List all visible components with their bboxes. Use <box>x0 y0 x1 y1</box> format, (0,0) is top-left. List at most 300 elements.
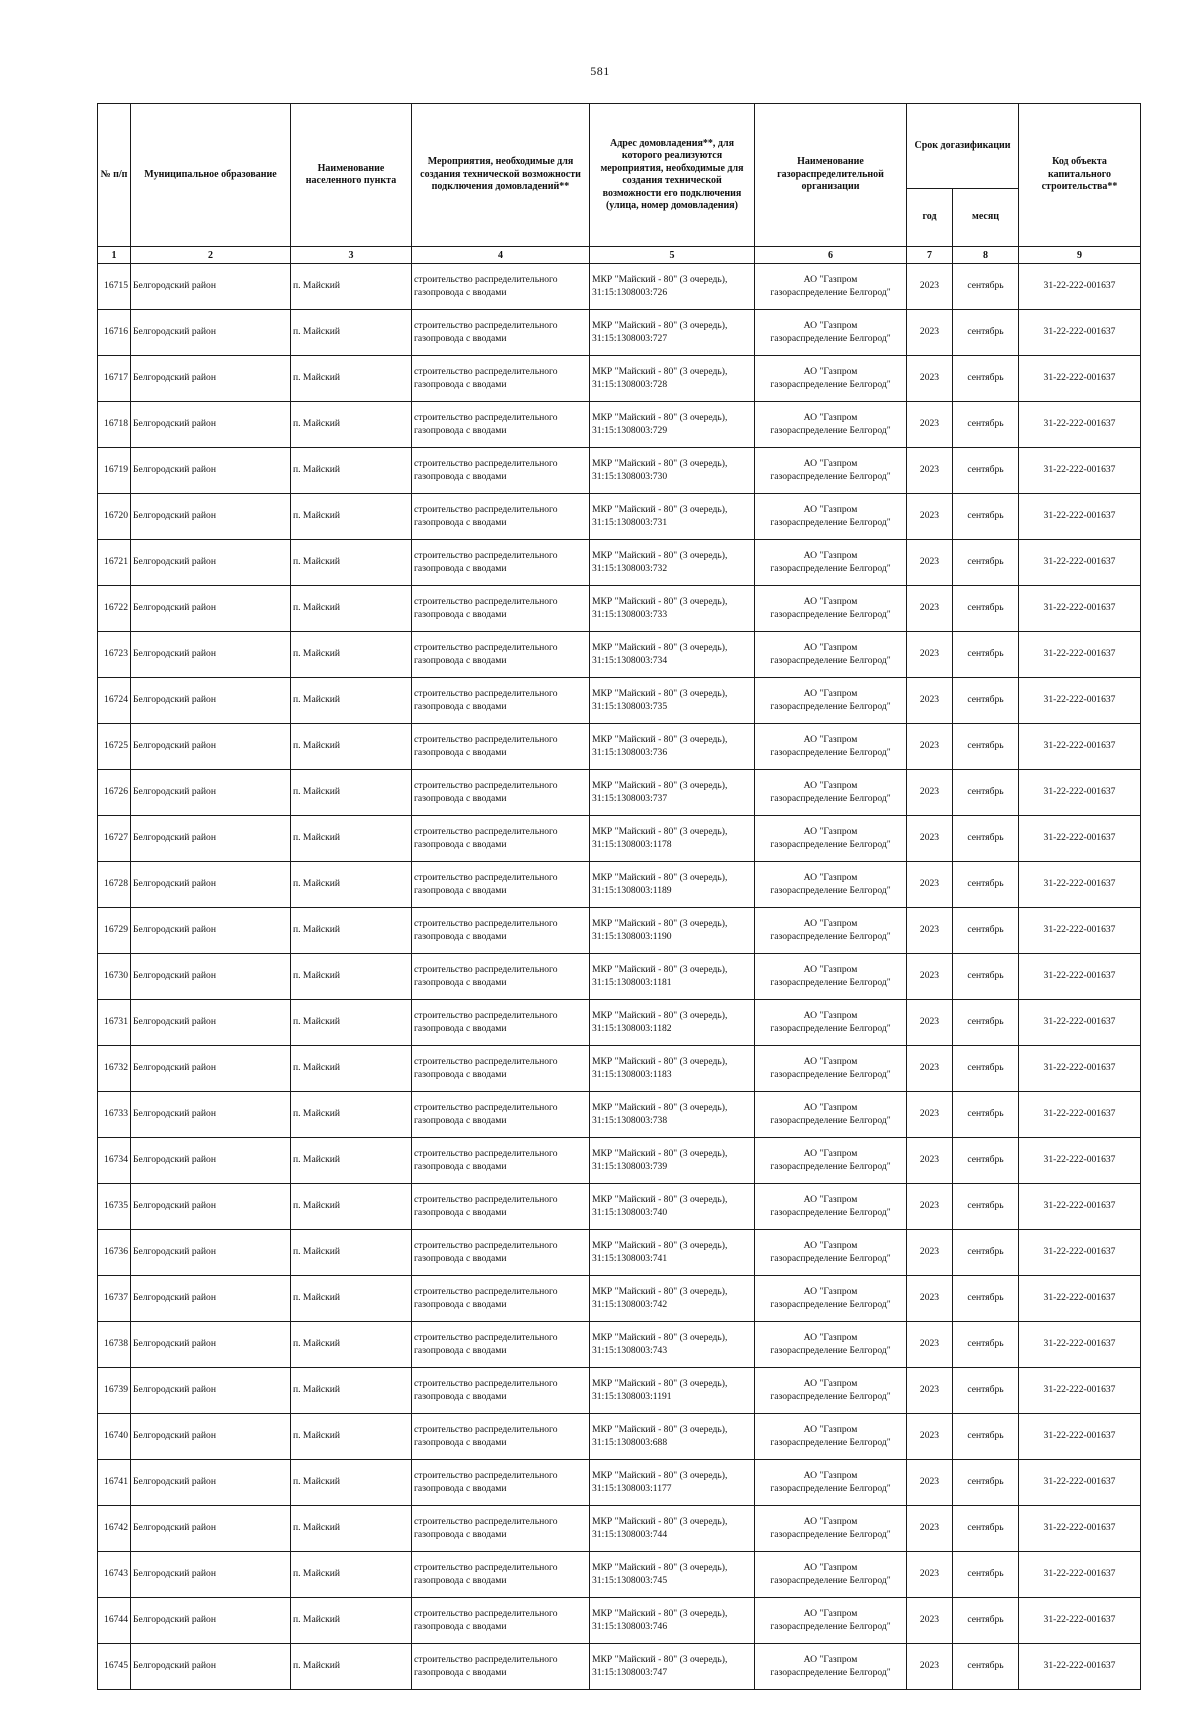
cell-municipality: Белгородский район <box>131 1276 291 1322</box>
cell-measures-line: газопровода с вводами <box>414 608 507 620</box>
cell-organization-line: АО "Газпром <box>803 872 858 884</box>
cell-code: 31-22-222-001637 <box>1019 1552 1141 1598</box>
cell-year: 2023 <box>907 724 953 770</box>
table-row <box>98 1092 1141 1138</box>
table-row <box>98 1230 1141 1276</box>
cell-address-line: МКР "Майский - 80" (3 очередь), <box>592 826 728 838</box>
cell-locality: п. Майский <box>291 1046 412 1092</box>
cell-locality: п. Майский <box>291 816 412 862</box>
cell-address-line: 31:15:1308003:741 <box>592 1252 668 1264</box>
table-row <box>98 356 1141 402</box>
cell-year: 2023 <box>907 1184 953 1230</box>
cell-code: 31-22-222-001637 <box>1019 310 1141 356</box>
header-num: № п/п <box>98 104 131 247</box>
cell-address <box>590 1506 755 1552</box>
cell-municipality: Белгородский район <box>131 1230 291 1276</box>
cell-address <box>590 1644 755 1690</box>
cell-organization-line: газораспределение Белгород" <box>770 746 891 758</box>
cell-year: 2023 <box>907 1000 953 1046</box>
cell-address-line: МКР "Майский - 80" (3 очередь), <box>592 688 728 700</box>
cell-measures-line: газопровода с вводами <box>414 746 507 758</box>
cell-address-line: МКР "Майский - 80" (3 очередь), <box>592 1286 728 1298</box>
cell-organization-line: газораспределение Белгород" <box>770 838 891 850</box>
cell-organization <box>755 448 907 494</box>
cell-address <box>590 1276 755 1322</box>
cell-measures-line: газопровода с вводами <box>414 1390 507 1402</box>
cell-code: 31-22-222-001637 <box>1019 862 1141 908</box>
column-number: 2 <box>131 247 291 264</box>
cell-month: сентябрь <box>953 954 1019 1000</box>
cell-number: 16733 <box>98 1092 131 1138</box>
cell-organization-line: АО "Газпром <box>803 596 858 608</box>
cell-year: 2023 <box>907 402 953 448</box>
cell-municipality: Белгородский район <box>131 540 291 586</box>
cell-locality: п. Майский <box>291 678 412 724</box>
cell-municipality: Белгородский район <box>131 1000 291 1046</box>
cell-organization-line: АО "Газпром <box>803 1424 858 1436</box>
cell-municipality: Белгородский район <box>131 1092 291 1138</box>
cell-address-line: МКР "Майский - 80" (3 очередь), <box>592 320 728 332</box>
cell-organization-line: газораспределение Белгород" <box>770 378 891 390</box>
cell-number: 16744 <box>98 1598 131 1644</box>
cell-measures-line: строительство распределительного <box>414 274 558 286</box>
cell-organization-line: АО "Газпром <box>803 1102 858 1114</box>
cell-address-line: МКР "Майский - 80" (3 очередь), <box>592 1332 728 1344</box>
cell-year: 2023 <box>907 954 953 1000</box>
cell-municipality: Белгородский район <box>131 816 291 862</box>
cell-municipality: Белгородский район <box>131 310 291 356</box>
cell-year: 2023 <box>907 1414 953 1460</box>
cell-municipality: Белгородский район <box>131 264 291 310</box>
cell-locality: п. Майский <box>291 1644 412 1690</box>
cell-address-line: 31:15:1308003:688 <box>592 1436 668 1448</box>
cell-address-line: 31:15:1308003:737 <box>592 792 668 804</box>
cell-locality: п. Майский <box>291 1276 412 1322</box>
cell-code: 31-22-222-001637 <box>1019 1092 1141 1138</box>
table-row <box>98 264 1141 310</box>
table-row <box>98 540 1141 586</box>
cell-measures <box>412 494 590 540</box>
table-row <box>98 1046 1141 1092</box>
cell-address-line: 31:15:1308003:726 <box>592 286 668 298</box>
cell-municipality: Белгородский район <box>131 1414 291 1460</box>
cell-locality: п. Майский <box>291 954 412 1000</box>
cell-number: 16741 <box>98 1460 131 1506</box>
cell-locality: п. Майский <box>291 1092 412 1138</box>
cell-municipality: Белгородский район <box>131 954 291 1000</box>
cell-organization-line: АО "Газпром <box>803 1010 858 1022</box>
table-row <box>98 632 1141 678</box>
cell-organization-line: газораспределение Белгород" <box>770 930 891 942</box>
table-row <box>98 1000 1141 1046</box>
cell-municipality: Белгородский район <box>131 1046 291 1092</box>
cell-organization-line: газораспределение Белгород" <box>770 884 891 896</box>
cell-measures-line: газопровода с вводами <box>414 1666 507 1678</box>
cell-address-line: МКР "Майский - 80" (3 очередь), <box>592 1056 728 1068</box>
cell-measures-line: строительство распределительного <box>414 918 558 930</box>
cell-month: сентябрь <box>953 1414 1019 1460</box>
cell-measures <box>412 908 590 954</box>
cell-measures-line: строительство распределительного <box>414 964 558 976</box>
cell-number: 16731 <box>98 1000 131 1046</box>
cell-address-line: МКР "Майский - 80" (3 очередь), <box>592 1148 728 1160</box>
cell-organization-line: АО "Газпром <box>803 734 858 746</box>
cell-organization <box>755 1414 907 1460</box>
cell-organization-line: АО "Газпром <box>803 826 858 838</box>
cell-measures-line: газопровода с вводами <box>414 1574 507 1586</box>
cell-year: 2023 <box>907 448 953 494</box>
cell-locality: п. Майский <box>291 1598 412 1644</box>
cell-number: 16727 <box>98 816 131 862</box>
cell-locality: п. Майский <box>291 632 412 678</box>
cell-municipality: Белгородский район <box>131 494 291 540</box>
cell-year: 2023 <box>907 816 953 862</box>
cell-month: сентябрь <box>953 494 1019 540</box>
cell-address-line: МКР "Майский - 80" (3 очередь), <box>592 1562 728 1574</box>
cell-address <box>590 356 755 402</box>
table-header <box>98 104 1141 264</box>
cell-month: сентябрь <box>953 586 1019 632</box>
table-row <box>98 1138 1141 1184</box>
cell-locality: п. Майский <box>291 1506 412 1552</box>
cell-address <box>590 1368 755 1414</box>
cell-municipality: Белгородский район <box>131 1322 291 1368</box>
cell-year: 2023 <box>907 586 953 632</box>
cell-organization-line: АО "Газпром <box>803 780 858 792</box>
cell-month: сентябрь <box>953 678 1019 724</box>
cell-locality: п. Майский <box>291 356 412 402</box>
cell-number: 16737 <box>98 1276 131 1322</box>
cell-organization-line: газораспределение Белгород" <box>770 1482 891 1494</box>
cell-address <box>590 1230 755 1276</box>
cell-locality: п. Майский <box>291 264 412 310</box>
cell-measures-line: газопровода с вводами <box>414 286 507 298</box>
cell-code: 31-22-222-001637 <box>1019 632 1141 678</box>
cell-year: 2023 <box>907 678 953 724</box>
cell-organization-line: газораспределение Белгород" <box>770 1160 891 1172</box>
cell-year: 2023 <box>907 1046 953 1092</box>
cell-locality: п. Майский <box>291 724 412 770</box>
cell-month: сентябрь <box>953 1644 1019 1690</box>
cell-address-line: МКР "Майский - 80" (3 очередь), <box>592 550 728 562</box>
cell-number: 16715 <box>98 264 131 310</box>
cell-year: 2023 <box>907 862 953 908</box>
cell-code: 31-22-222-001637 <box>1019 1138 1141 1184</box>
cell-measures-line: газопровода с вводами <box>414 1114 507 1126</box>
column-number: 1 <box>98 247 131 264</box>
cell-month: сентябрь <box>953 724 1019 770</box>
header-code: Код объекта капитального строительства** <box>1019 104 1141 247</box>
cell-organization-line: газораспределение Белгород" <box>770 516 891 528</box>
cell-address-line: МКР "Майский - 80" (3 очередь), <box>592 1102 728 1114</box>
cell-organization-line: газораспределение Белгород" <box>770 1344 891 1356</box>
cell-address-line: 31:15:1308003:739 <box>592 1160 668 1172</box>
column-number: 8 <box>953 247 1019 264</box>
cell-month: сентябрь <box>953 770 1019 816</box>
cell-organization <box>755 816 907 862</box>
cell-number: 16728 <box>98 862 131 908</box>
cell-measures <box>412 862 590 908</box>
cell-measures-line: газопровода с вводами <box>414 562 507 574</box>
cell-address-line: МКР "Майский - 80" (3 очередь), <box>592 1654 728 1666</box>
cell-address-line: 31:15:1308003:1178 <box>592 838 672 850</box>
cell-municipality: Белгородский район <box>131 356 291 402</box>
cell-number: 16738 <box>98 1322 131 1368</box>
cell-measures-line: газопровода с вводами <box>414 1620 507 1632</box>
cell-organization-line: АО "Газпром <box>803 412 858 424</box>
table-row <box>98 494 1141 540</box>
cell-code: 31-22-222-001637 <box>1019 356 1141 402</box>
cell-address <box>590 1322 755 1368</box>
cell-number: 16745 <box>98 1644 131 1690</box>
cell-organization <box>755 678 907 724</box>
cell-organization <box>755 1506 907 1552</box>
table-row <box>98 1184 1141 1230</box>
cell-measures-line: газопровода с вводами <box>414 930 507 942</box>
cell-organization <box>755 1092 907 1138</box>
cell-address <box>590 1552 755 1598</box>
cell-address <box>590 586 755 632</box>
cell-month: сентябрь <box>953 1092 1019 1138</box>
table-row <box>98 724 1141 770</box>
cell-address-line: МКР "Майский - 80" (3 очередь), <box>592 596 728 608</box>
cell-organization <box>755 356 907 402</box>
cell-address-line: МКР "Майский - 80" (3 очередь), <box>592 872 728 884</box>
cell-locality: п. Майский <box>291 1414 412 1460</box>
cell-organization-line: газораспределение Белгород" <box>770 1574 891 1586</box>
cell-address <box>590 402 755 448</box>
cell-measures <box>412 1368 590 1414</box>
cell-address <box>590 1046 755 1092</box>
cell-organization-line: газораспределение Белгород" <box>770 976 891 988</box>
cell-month: сентябрь <box>953 1000 1019 1046</box>
cell-address-line: 31:15:1308003:736 <box>592 746 668 758</box>
cell-organization <box>755 1322 907 1368</box>
cell-measures-line: газопровода с вводами <box>414 976 507 988</box>
cell-municipality: Белгородский район <box>131 1368 291 1414</box>
cell-address <box>590 310 755 356</box>
cell-measures <box>412 310 590 356</box>
cell-address <box>590 540 755 586</box>
table-row <box>98 1276 1141 1322</box>
cell-locality: п. Майский <box>291 448 412 494</box>
cell-municipality: Белгородский район <box>131 678 291 724</box>
cell-measures <box>412 1506 590 1552</box>
column-number: 6 <box>755 247 907 264</box>
cell-measures-line: газопровода с вводами <box>414 1528 507 1540</box>
cell-month: сентябрь <box>953 1046 1019 1092</box>
cell-organization-line: АО "Газпром <box>803 1608 858 1620</box>
cell-measures-line: газопровода с вводами <box>414 1298 507 1310</box>
cell-measures-line: строительство распределительного <box>414 366 558 378</box>
cell-year: 2023 <box>907 540 953 586</box>
cell-month: сентябрь <box>953 264 1019 310</box>
cell-year: 2023 <box>907 1644 953 1690</box>
cell-measures <box>412 1322 590 1368</box>
cell-organization-line: АО "Газпром <box>803 550 858 562</box>
cell-address-line: 31:15:1308003:728 <box>592 378 668 390</box>
cell-municipality: Белгородский район <box>131 1506 291 1552</box>
cell-month: сентябрь <box>953 1184 1019 1230</box>
cell-address <box>590 816 755 862</box>
cell-address-line: 31:15:1308003:734 <box>592 654 668 666</box>
cell-organization <box>755 1644 907 1690</box>
cell-measures-line: газопровода с вводами <box>414 332 507 344</box>
cell-organization-line: газораспределение Белгород" <box>770 1206 891 1218</box>
cell-code: 31-22-222-001637 <box>1019 1184 1141 1230</box>
cell-month: сентябрь <box>953 310 1019 356</box>
cell-organization-line: АО "Газпром <box>803 1194 858 1206</box>
cell-municipality: Белгородский район <box>131 1460 291 1506</box>
cell-number: 16725 <box>98 724 131 770</box>
cell-address-line: 31:15:1308003:735 <box>592 700 668 712</box>
cell-organization <box>755 540 907 586</box>
cell-measures-line: строительство распределительного <box>414 1102 558 1114</box>
cell-organization-line: АО "Газпром <box>803 366 858 378</box>
cell-organization-line: газораспределение Белгород" <box>770 1068 891 1080</box>
cell-measures-line: строительство распределительного <box>414 1010 558 1022</box>
cell-year: 2023 <box>907 494 953 540</box>
cell-code: 31-22-222-001637 <box>1019 494 1141 540</box>
cell-measures-line: газопровода с вводами <box>414 654 507 666</box>
cell-measures <box>412 1184 590 1230</box>
cell-month: сентябрь <box>953 1368 1019 1414</box>
cell-measures <box>412 1000 590 1046</box>
cell-year: 2023 <box>907 310 953 356</box>
cell-address-line: МКР "Майский - 80" (3 очередь), <box>592 1516 728 1528</box>
cell-organization-line: газораспределение Белгород" <box>770 1252 891 1264</box>
table-row <box>98 1506 1141 1552</box>
cell-address-line: 31:15:1308003:732 <box>592 562 668 574</box>
cell-number: 16730 <box>98 954 131 1000</box>
cell-month: сентябрь <box>953 402 1019 448</box>
cell-measures <box>412 1046 590 1092</box>
cell-code: 31-22-222-001637 <box>1019 540 1141 586</box>
cell-measures-line: газопровода с вводами <box>414 1068 507 1080</box>
cell-locality: п. Майский <box>291 1322 412 1368</box>
cell-measures-line: строительство распределительного <box>414 320 558 332</box>
cell-month: сентябрь <box>953 1598 1019 1644</box>
cell-address-line: 31:15:1308003:1177 <box>592 1482 672 1494</box>
cell-address <box>590 908 755 954</box>
table-row <box>98 1414 1141 1460</box>
cell-organization-line: газораспределение Белгород" <box>770 1528 891 1540</box>
cell-measures-line: газопровода с вводами <box>414 1482 507 1494</box>
cell-organization-line: АО "Газпром <box>803 1240 858 1252</box>
column-number: 3 <box>291 247 412 264</box>
cell-month: сентябрь <box>953 1322 1019 1368</box>
cell-measures <box>412 540 590 586</box>
table-row <box>98 1644 1141 1690</box>
cell-measures <box>412 678 590 724</box>
cell-address-line: 31:15:1308003:747 <box>592 1666 668 1678</box>
cell-organization-line: газораспределение Белгород" <box>770 608 891 620</box>
cell-month: сентябрь <box>953 908 1019 954</box>
cell-address <box>590 954 755 1000</box>
cell-organization-line: газораспределение Белгород" <box>770 1620 891 1632</box>
cell-number: 16720 <box>98 494 131 540</box>
header-measures: Мероприятия, необходимые для создания технической возможности подключения домовладений** <box>412 104 590 247</box>
cell-code: 31-22-222-001637 <box>1019 724 1141 770</box>
cell-locality: п. Майский <box>291 908 412 954</box>
table-row <box>98 1552 1141 1598</box>
cell-measures <box>412 1644 590 1690</box>
cell-measures-line: строительство распределительного <box>414 1608 558 1620</box>
cell-locality: п. Майский <box>291 1230 412 1276</box>
page-number: 581 <box>590 64 610 78</box>
cell-measures-line: газопровода с вводами <box>414 1252 507 1264</box>
cell-locality: п. Майский <box>291 1000 412 1046</box>
cell-organization <box>755 1460 907 1506</box>
cell-measures-line: газопровода с вводами <box>414 1022 507 1034</box>
cell-municipality: Белгородский район <box>131 908 291 954</box>
table-row <box>98 586 1141 632</box>
cell-municipality: Белгородский район <box>131 632 291 678</box>
cell-address <box>590 1092 755 1138</box>
cell-code: 31-22-222-001637 <box>1019 954 1141 1000</box>
cell-organization-line: АО "Газпром <box>803 1148 858 1160</box>
cell-year: 2023 <box>907 1368 953 1414</box>
cell-measures-line: газопровода с вводами <box>414 1160 507 1172</box>
cell-organization-line: АО "Газпром <box>803 1286 858 1298</box>
cell-address-line: 31:15:1308003:727 <box>592 332 668 344</box>
cell-address <box>590 1598 755 1644</box>
cell-address-line: 31:15:1308003:746 <box>592 1620 668 1632</box>
cell-address-line: 31:15:1308003:733 <box>592 608 668 620</box>
table-row <box>98 402 1141 448</box>
cell-organization-line: АО "Газпром <box>803 504 858 516</box>
column-number: 5 <box>590 247 755 264</box>
cell-measures <box>412 1460 590 1506</box>
cell-organization-line: газораспределение Белгород" <box>770 470 891 482</box>
cell-organization-line: газораспределение Белгород" <box>770 1436 891 1448</box>
header-municipality: Муниципальное образование <box>131 104 291 247</box>
cell-organization-line: газораспределение Белгород" <box>770 700 891 712</box>
cell-code: 31-22-222-001637 <box>1019 448 1141 494</box>
cell-measures-line: строительство распределительного <box>414 642 558 654</box>
cell-code: 31-22-222-001637 <box>1019 1230 1141 1276</box>
cell-address-line: МКР "Майский - 80" (3 очередь), <box>592 1424 728 1436</box>
cell-code: 31-22-222-001637 <box>1019 264 1141 310</box>
cell-organization-line: газораспределение Белгород" <box>770 1114 891 1126</box>
cell-organization-line: АО "Газпром <box>803 1516 858 1528</box>
cell-address-line: 31:15:1308003:729 <box>592 424 668 436</box>
cell-year: 2023 <box>907 1230 953 1276</box>
cell-year: 2023 <box>907 264 953 310</box>
cell-number: 16721 <box>98 540 131 586</box>
cell-organization-line: газораспределение Белгород" <box>770 1666 891 1678</box>
column-number: 4 <box>412 247 590 264</box>
table-row <box>98 448 1141 494</box>
cell-measures-line: газопровода с вводами <box>414 516 507 528</box>
cell-locality: п. Майский <box>291 1184 412 1230</box>
cell-address <box>590 770 755 816</box>
cell-code: 31-22-222-001637 <box>1019 1598 1141 1644</box>
cell-measures-line: строительство распределительного <box>414 1148 558 1160</box>
cell-organization <box>755 632 907 678</box>
table-row <box>98 816 1141 862</box>
cell-number: 16740 <box>98 1414 131 1460</box>
cell-code: 31-22-222-001637 <box>1019 1000 1141 1046</box>
cell-organization <box>755 770 907 816</box>
cell-number: 16716 <box>98 310 131 356</box>
cell-measures <box>412 586 590 632</box>
cell-address-line: МКР "Майский - 80" (3 очередь), <box>592 366 728 378</box>
cell-organization-line: газораспределение Белгород" <box>770 1390 891 1402</box>
cell-month: сентябрь <box>953 1460 1019 1506</box>
cell-address <box>590 448 755 494</box>
cell-measures-line: строительство распределительного <box>414 596 558 608</box>
